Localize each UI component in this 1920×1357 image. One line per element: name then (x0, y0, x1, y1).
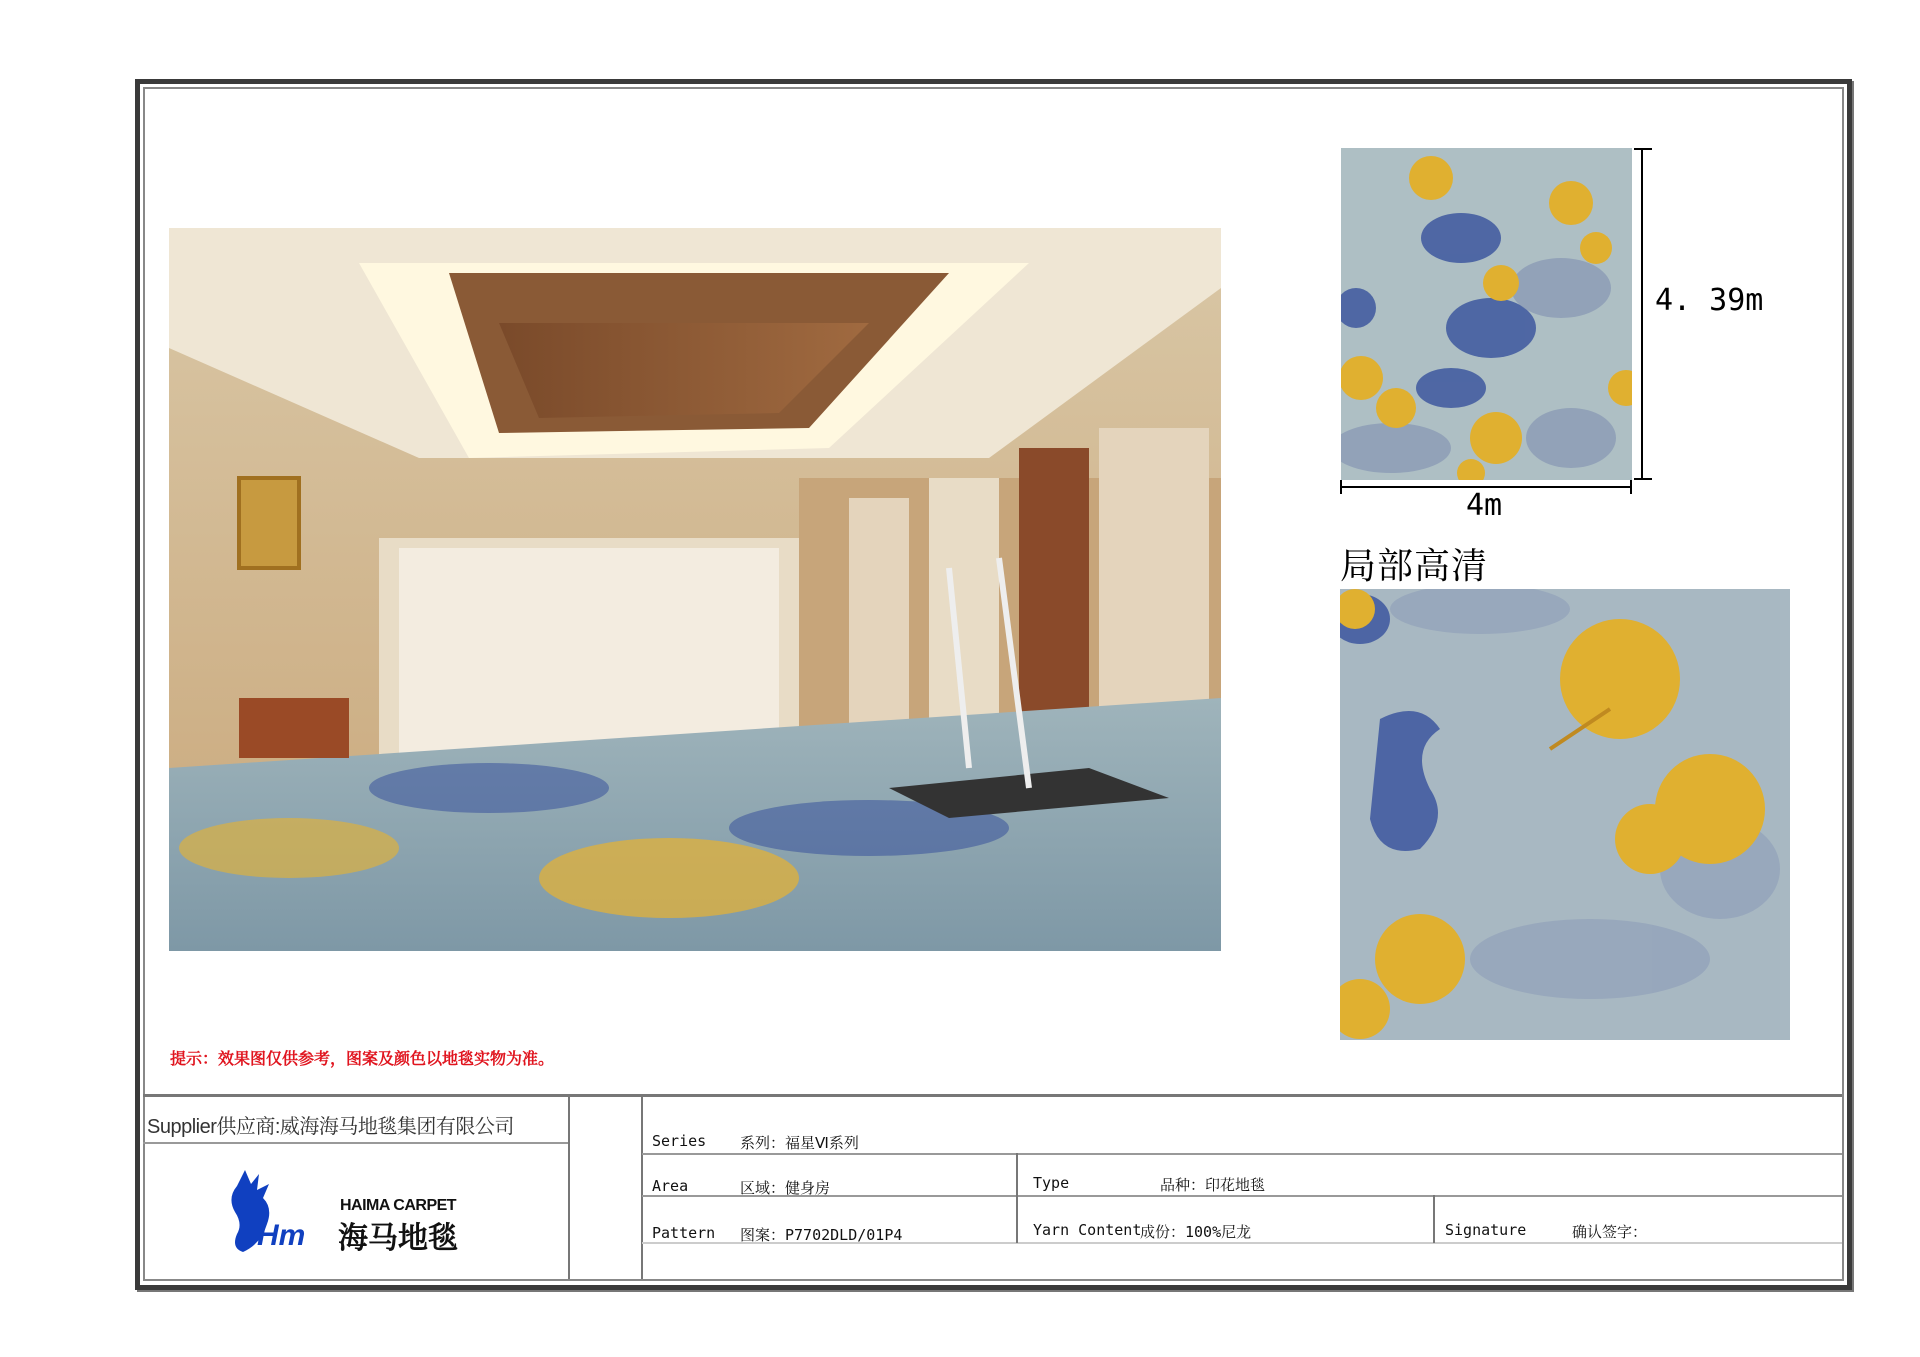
divider (568, 1096, 570, 1279)
series-value: 系列：福星Ⅵ系列 (740, 1134, 859, 1152)
area-label: Area (652, 1177, 689, 1195)
divider (1016, 1153, 1018, 1243)
logo-text-cn: 海马地毯 (338, 1221, 458, 1256)
table-top-border (143, 1094, 1842, 1097)
width-dimension-label: 4m (1466, 488, 1503, 523)
carpet-pattern-tile-image (1341, 148, 1632, 480)
divider (641, 1096, 643, 1279)
carpet-detail-image (1340, 589, 1790, 1040)
supplier-label: Supplier供应商:威海海马地毯集团有限公司 (147, 1116, 514, 1138)
divider (642, 1153, 1842, 1155)
dimension-tick (1634, 148, 1652, 150)
type-value: 品种：印花地毯 (1160, 1176, 1266, 1194)
haima-carpet-logo (225, 1165, 475, 1255)
svg-text:Hm: Hm (257, 1219, 306, 1252)
area-value: 区域：健身房 (740, 1179, 831, 1197)
pattern-value: 图案：P7702DLD/01P4 (740, 1226, 903, 1244)
divider (143, 1142, 569, 1144)
dimension-tick (1340, 480, 1342, 494)
logo-text-en: HAIMA CARPET (340, 1197, 457, 1214)
dimension-tick (1634, 478, 1652, 480)
room-render-image (169, 228, 1221, 951)
signature-field[interactable]: 确认签字： (1572, 1223, 1648, 1241)
dimension-tick (1630, 480, 1632, 494)
pattern-label: Pattern (652, 1224, 716, 1242)
signature-label: Signature (1445, 1221, 1527, 1239)
yarn-content-value: 成份：100%尼龙 (1140, 1223, 1252, 1241)
divider (1433, 1195, 1435, 1243)
series-label: Series (652, 1132, 707, 1150)
yarn-content-label: Yarn Content (1033, 1221, 1142, 1239)
height-dimension-line (1641, 148, 1643, 480)
disclaimer-note: 提示：效果图仅供参考，图案及颜色以地毯实物为准。 (170, 1049, 555, 1068)
detail-heading: 局部高清 (1340, 546, 1489, 587)
height-dimension-label: 4. 39m (1655, 283, 1764, 318)
type-label: Type (1033, 1174, 1070, 1192)
